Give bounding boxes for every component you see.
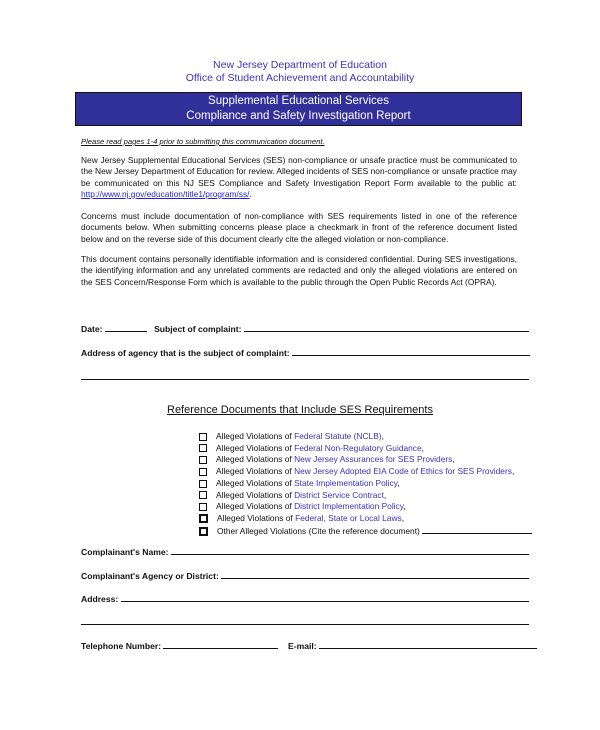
reference-heading: Reference Documents that Include SES Requirements [167, 404, 433, 416]
item-prefix: Alleged Violations of [216, 477, 295, 488]
title-line1: Supplemental Educational Services [208, 95, 389, 107]
email-label: E-mail: [288, 641, 317, 651]
checklist-item [199, 431, 384, 441]
item-suffix: , [403, 501, 406, 512]
intro-text: New Jersey Supplemental Educational Services (SES) non-compliance or unsafe practice must be communicated to the New Jersey Department of Education for review. Alleged incidents of SES non-compliance or unsafe practice may be communicated on this NJ SES Compliance and Safety Investigation Report Form available to the public at: [81, 155, 517, 188]
checkbox[interactable] [199, 444, 207, 452]
item-reference-link[interactable]: New Jersey Adopted EIA Code of Ethics for SES Providers [294, 466, 512, 477]
item-reference-link[interactable]: Federal, State or Local Laws [295, 512, 402, 523]
paragraph-confidential: This document contains personally identifiable information and is considered confidential. During SES investigations, the identifying information and any unrelated comments are redacted and only the alleged violations are entered on the SES Concern/Response Form which is available to the public through the Open Public Records Act (OPRA). [81, 254, 517, 287]
checklist-item [199, 454, 455, 464]
checkbox[interactable] [199, 514, 208, 523]
item-reference-link[interactable]: District Implementation Policy [294, 501, 404, 512]
complainant-name-label: Complainant's Name: [81, 547, 169, 557]
complainant-name-row [81, 546, 529, 557]
checklist-item [199, 490, 386, 500]
date-label: Date: [81, 324, 103, 334]
item-suffix: , [383, 489, 387, 500]
item-prefix: Alleged Violations of [216, 466, 295, 477]
item-prefix: Alleged Violations of [216, 489, 295, 500]
instruction-note: Please read pages 1-4 prior to submitting this communication document. [81, 137, 325, 146]
item-prefix: Alleged Violations of [216, 431, 295, 441]
checklist-item [199, 513, 404, 523]
item-suffix: , [452, 454, 455, 465]
email-field[interactable] [319, 640, 537, 649]
checklist-item [199, 466, 514, 476]
item-reference-link[interactable]: Federal Statute (NCLB) [294, 431, 382, 441]
date-field[interactable] [105, 323, 147, 332]
checkbox[interactable] [199, 491, 207, 499]
complainant-agency-label: Complainant's Agency or District: [81, 571, 219, 581]
title-banner [75, 92, 522, 126]
telephone-label: Telephone Number: [81, 641, 162, 651]
item-reference-link[interactable]: State Implementation Policy [294, 477, 398, 488]
agency-address-field-2[interactable] [81, 379, 529, 380]
header-office: Office of Student Achievement and Accountability [185, 72, 415, 84]
paragraph-concerns: Concerns must include documentation of non-compliance with SES requirements listed in one of the reference documents below. When submitting concerns please place a checkmark in front of the reference document listed below and on the reverse side of this document clearly cite the alleged violation or non-compliance. [81, 211, 517, 244]
item-suffix: , [401, 512, 405, 523]
agency-address-label: Address of agency that is the subject of complaint: [81, 348, 290, 358]
subject-label: Subject of complaint: [154, 324, 242, 334]
checklist-item [199, 478, 400, 488]
checklist-item [199, 443, 424, 453]
item-suffix: , [397, 477, 400, 488]
date-row [81, 323, 529, 334]
agency-address-row [81, 347, 530, 358]
checkbox[interactable] [199, 503, 207, 511]
checklist-item [199, 525, 532, 536]
item-reference-link[interactable]: District Service Contract [294, 489, 384, 500]
paragraph-intro [81, 155, 517, 200]
checkbox[interactable] [199, 468, 207, 476]
checkbox[interactable] [199, 527, 208, 536]
complainant-name-field[interactable] [171, 546, 529, 555]
header-department: New Jersey Department of Education [213, 59, 387, 71]
address-field[interactable] [121, 593, 529, 602]
checkbox[interactable] [199, 456, 207, 464]
contact-row [81, 640, 537, 651]
address-row [81, 593, 529, 604]
program-link[interactable]: http://www.nj.gov/education/title1/program/ss/ [81, 188, 250, 199]
checklist-item [199, 501, 406, 511]
intro-end: . [249, 188, 252, 199]
complainant-agency-field[interactable] [221, 570, 529, 579]
item-suffix: , [511, 466, 515, 477]
item-reference-link[interactable]: New Jersey Assurances for SES Providers [294, 454, 453, 465]
item-prefix: Alleged Violations of [216, 442, 295, 453]
item-prefix: Other Alleged Violations (Cite the reference document) [217, 525, 420, 536]
address-field-2[interactable] [81, 624, 529, 625]
item-prefix: Alleged Violations of [216, 501, 295, 512]
item-prefix: Alleged Violations of [216, 454, 295, 465]
complainant-agency-row [81, 570, 529, 581]
address-label: Address: [81, 594, 119, 604]
title-line2: Compliance and Safety Investigation Report [186, 110, 411, 122]
other-violation-field[interactable] [422, 525, 532, 534]
agency-address-field[interactable] [292, 347, 530, 356]
telephone-field[interactable] [163, 640, 278, 649]
checkbox[interactable] [199, 433, 207, 441]
checkbox[interactable] [199, 480, 207, 488]
item-prefix: Alleged Violations of [217, 512, 296, 523]
item-reference-link[interactable]: Federal Non-Regulatory Guidance [294, 442, 422, 453]
subject-field[interactable] [244, 323, 529, 332]
item-suffix: , [421, 442, 424, 453]
item-suffix: , [381, 431, 384, 441]
